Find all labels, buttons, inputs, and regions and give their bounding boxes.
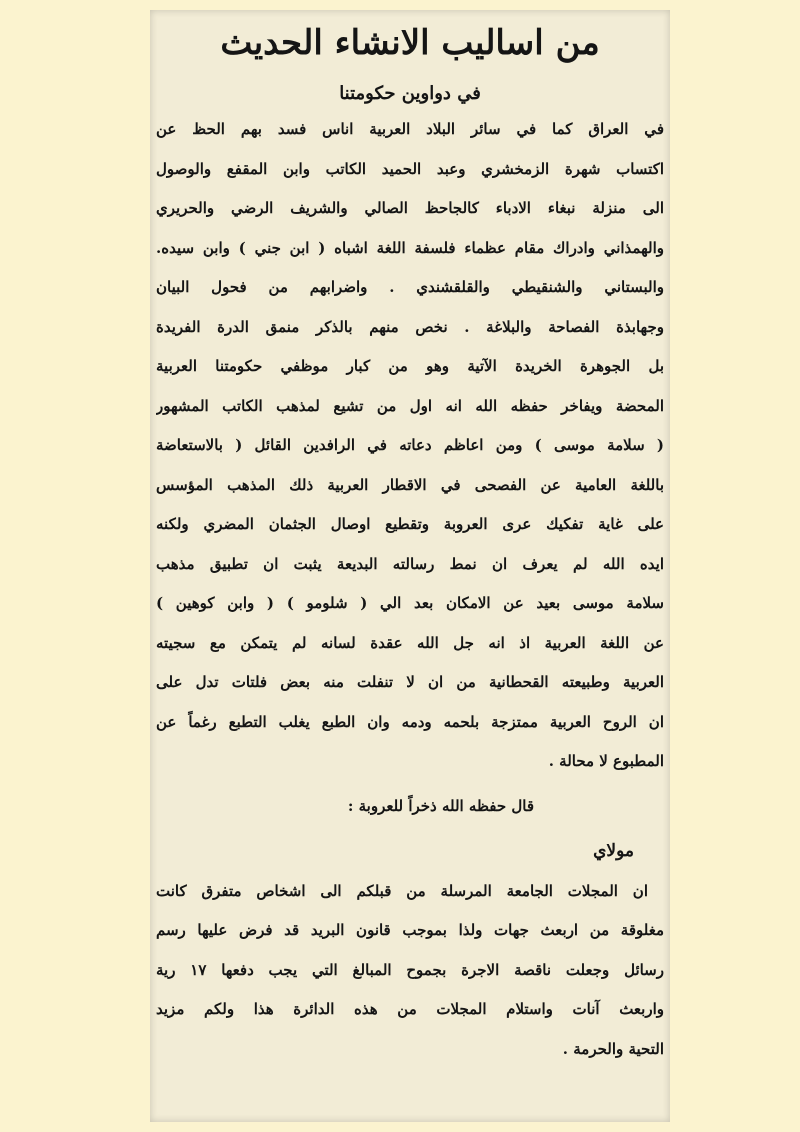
quoted-letter [156, 872, 664, 1070]
text-line: اكتساب شهرة الزمخشري وعبد الحميد الكاتب وابن المقفع والوصول [156, 159, 664, 178]
text-line: على غاية تفكيك عرى العروبة وتقطيع اوصال الجثمان المضري ولكنه [156, 515, 664, 533]
text-line: عن اللغة العربية اذ انه جل الله عقدة لسانه لم يتمكن مع سجيته [156, 633, 664, 652]
text-line: والهمذاني وادراك مقام عظماء فلسفة اللغة اشباه ( ابن جني ) وابن سيده. [156, 238, 664, 257]
text-line: العربية وطبيعته القحطانية من ان لا تنفلت منه بعض فلتات تدل على [156, 673, 664, 691]
quote-intro: قال حفظه الله ذخراً للعروبة : [347, 796, 534, 815]
text-line: رسائل وجعلت ناقصة الاجرة بجموح المبالغ التي يجب دفعها ١٧ رية [156, 960, 664, 979]
text-line: باللغة العامية عن الفصحى في الاقطار العربية ذلك المذهب المؤسس [156, 475, 664, 494]
text-line: ايده الله لم يعرف ان نمط رسالته البديعة يثبت ان تطبيق مذهب [156, 554, 664, 573]
text-line: الى منزلة نبغاء الادباء كالجاحظ الصالي والشريف الرضي والحريري [156, 199, 664, 217]
text-line: وجهابذة الفصاحة والبلاغة . نخص منهم بالذكر منمق الدرة الفريدة [156, 317, 664, 336]
text-line: المحضة ويفاخر حفظه الله انه اول من تشيع لمذهب الكاتب المشهور [156, 396, 664, 415]
text-line: ان المجلات الجامعة المرسلة من قبلكم الى اشخاص متفرق كانت [156, 881, 648, 900]
text-line: مغلوقة من اربعث جهات ولذا بموجب قانون البريد قد فرض عليها رسم [156, 921, 664, 939]
text-line: والبستاني والشنقيطي والقلقشندي . واضرابهم من فحول البيان [156, 278, 664, 296]
text-line: التحية والحرمة . [562, 1039, 664, 1058]
text-line: ( سلامة موسى ) ومن اعاظم دعاته في الرافدين القائل ( بالاستعاضة [156, 436, 664, 454]
text-line: بل الجوهرة الخريدة الآتية وهو من كبار موظفي حكومتنا العربية [156, 357, 664, 375]
article-subtitle: في دواوين حكومتنا [339, 83, 481, 104]
text-line: واربعث آنات واستلام المجلات من هذه الدائرة هذا ولكم مزيد [156, 1000, 664, 1018]
text-line: في العراق كما في سائر البلاد العربية اناس فسد بهم الحظ عن [156, 120, 664, 138]
letter-salutation: مولاي [593, 840, 634, 861]
text-line: سلامة موسى بعيد عن الامكان بعد الي ( شلومو ) ( وابن كوهين ) [156, 594, 664, 612]
article-body [156, 110, 664, 782]
text-line: المطبوع لا محالة . [548, 752, 664, 770]
text-line: ان الروح العربية ممتزجة بلحمه ودمه وان الطبع يغلب التطبع رغماً عن [156, 712, 664, 731]
scanned-article [150, 10, 670, 1122]
article-title: من اساليب الانشاء الحديث [220, 23, 600, 63]
